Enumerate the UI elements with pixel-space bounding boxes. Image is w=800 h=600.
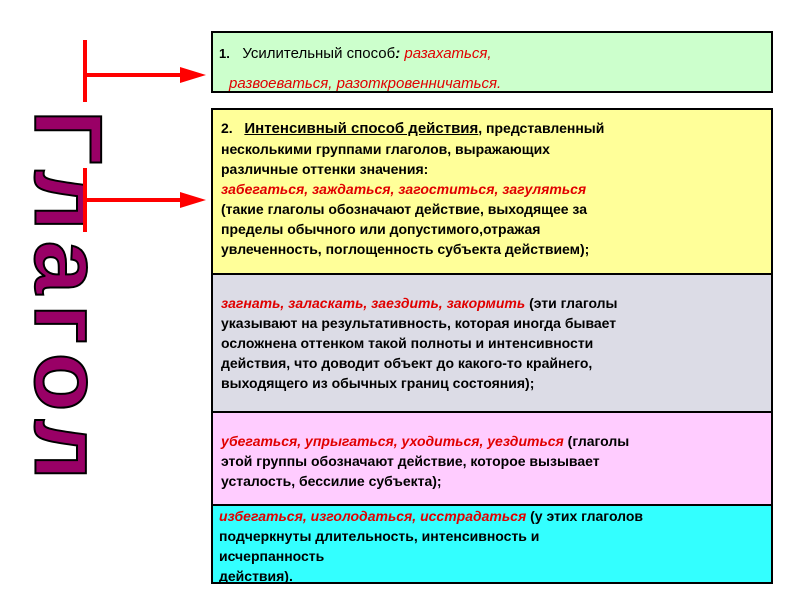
exhaustion-group-box [211, 504, 773, 584]
box2-examples: забегаться, заждаться, загоститься, загуляться [221, 181, 587, 197]
arrow-icon [82, 40, 212, 110]
box4-line1 [221, 431, 763, 451]
box5-examples: избегаться, изголодаться, исстрадаться [219, 508, 527, 524]
box5-rest: (у этих глаголов [526, 508, 644, 524]
box4-line2: этой группы обозначают действие, которое вызывает [221, 453, 600, 469]
box2-line1 [221, 118, 763, 139]
box3-line4: действия, что доводит объект до какого-то крайнего, [221, 355, 593, 371]
intensive-method-box [211, 108, 773, 276]
box5-line2: подчеркнуты длительность, интенсивность и [219, 528, 540, 544]
box4-line3: усталость, бессилие субъекта); [221, 473, 442, 489]
box3-line1 [221, 293, 763, 313]
fatigue-group-box [211, 411, 773, 506]
box3-line2: указывают на результативность, которая иногда бывает [221, 315, 617, 331]
box1-examples: разахаться, [404, 45, 492, 62]
box1-label: Усилительный способ [242, 45, 396, 62]
box3-line5: выходящего из обычных границ состояния); [221, 375, 535, 391]
box4-examples: убегаться, упрыгаться, уходиться, уездиться [221, 433, 564, 449]
box1-line1 [219, 39, 763, 69]
resultative-group-box [211, 273, 773, 413]
box2-label: Интенсивный способ действия [244, 120, 479, 137]
box5-line3: исчерпанность [219, 548, 325, 564]
box2-rest: , представленный [478, 120, 605, 136]
box3-rest: (эти глаголы [525, 295, 618, 311]
box1-colon: : [395, 45, 405, 62]
box1-line2 [219, 69, 763, 99]
intensifying-method-box [211, 31, 773, 93]
box2-line2: несколькими группами глаголов, выражающих [221, 141, 550, 157]
title-text: Глагол [14, 110, 122, 490]
box2-line7: увлеченность, поглощенность субъекта действием); [221, 241, 590, 257]
box3-examples: загнать, заласкать, заездить, закормить [221, 295, 526, 311]
box2-line3: различные оттенки значения: [221, 161, 429, 177]
box2-number: 2. [221, 120, 233, 136]
box2-line6: пределы обычного или допустимого,отражая [221, 221, 541, 237]
box5-line4: действия). [219, 568, 293, 584]
box5-line1 [219, 506, 763, 526]
box3-line3: осложнена оттенком такой полноты и интенсивности [221, 335, 594, 351]
arrow-icon [82, 168, 212, 238]
box4-rest: (глаголы [563, 433, 630, 449]
box1-number: 1. [219, 46, 230, 61]
box1-examples-cont: развоеваться, разоткровенничаться. [229, 75, 502, 92]
box2-line5: (такие глаголы обозначают действие, выходящее за [221, 201, 587, 217]
